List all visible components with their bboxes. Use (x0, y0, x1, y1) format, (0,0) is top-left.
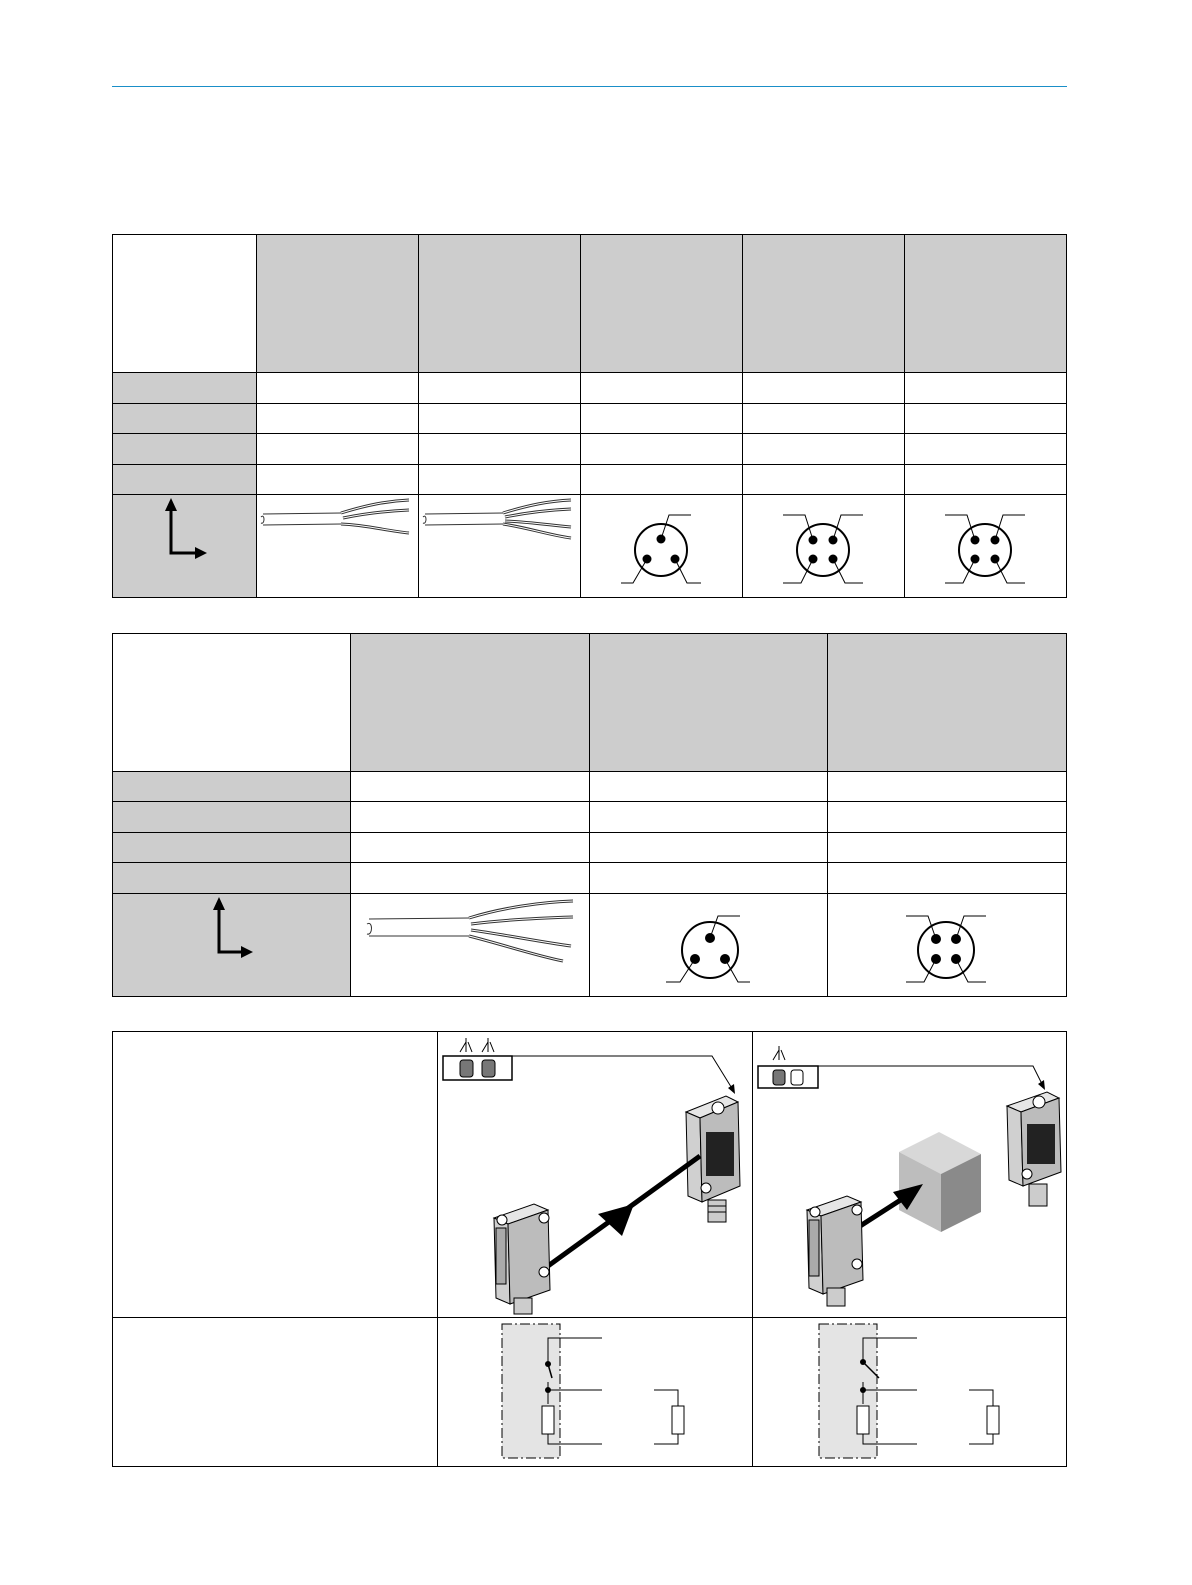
light-path-interrupted-illustration (753, 1032, 1066, 1316)
header-cell-3 (828, 634, 1066, 771)
switch-closed-cell (438, 1318, 753, 1466)
table-cell (905, 465, 1066, 494)
axis-icon (113, 894, 351, 996)
table-cell (828, 863, 1066, 893)
table-cell (581, 465, 743, 494)
cable-cell (351, 894, 590, 996)
table-cell (257, 465, 419, 494)
table-cell (351, 802, 590, 832)
table-cell (257, 373, 419, 403)
table-cell (590, 802, 828, 832)
table-cell (419, 465, 581, 494)
connector-4-pin-icon (743, 495, 905, 597)
row-label (113, 863, 351, 893)
table-cell (828, 802, 1066, 832)
table-row (113, 465, 1066, 495)
operation-table (112, 1031, 1067, 1467)
row-label (113, 434, 257, 464)
axis-icon (113, 495, 257, 597)
cable-3-wire-icon (257, 495, 419, 597)
light-path-free-illustration (438, 1032, 752, 1316)
header-cell-blank (113, 634, 351, 771)
row-label (113, 373, 257, 403)
switch-closed-schematic (438, 1318, 752, 1466)
table-row (113, 434, 1066, 465)
connection-table-1 (112, 234, 1067, 598)
switch-open-cell (753, 1318, 1066, 1466)
table-cell (743, 465, 905, 494)
table-cell (743, 404, 905, 433)
connector-cell (743, 495, 905, 597)
row-label (113, 772, 351, 801)
connector-4-pin-icon (905, 495, 1065, 597)
row-label (113, 1318, 438, 1466)
connector-cell (590, 894, 828, 996)
cable-cell (257, 495, 419, 597)
table-cell (257, 404, 419, 433)
schematic-row (113, 1318, 1066, 1466)
header-cell-2 (419, 235, 581, 372)
table-diagram-row (113, 894, 1066, 996)
illustration-row (113, 1032, 1066, 1318)
table-cell (905, 434, 1066, 464)
table-cell (581, 404, 743, 433)
header-rule (112, 86, 1067, 87)
table-header-row (113, 235, 1066, 373)
axis-cell (113, 495, 257, 597)
row-label (113, 1032, 438, 1317)
table-cell (419, 404, 581, 433)
row-label (113, 833, 351, 862)
cable-cell (419, 495, 581, 597)
connector-4-pin-icon (828, 894, 1066, 996)
table-diagram-row (113, 495, 1066, 597)
axis-cell (113, 894, 351, 996)
light-path-interrupted-cell (753, 1032, 1066, 1317)
table-cell (743, 373, 905, 403)
table-cell (581, 373, 743, 403)
row-label (113, 802, 351, 832)
table-row (113, 802, 1066, 833)
table-cell (351, 863, 590, 893)
header-cell-5 (905, 235, 1066, 372)
connector-cell (905, 495, 1066, 597)
table-cell (351, 772, 590, 801)
table-row (113, 404, 1066, 434)
cable-4-wire-icon (419, 495, 581, 597)
table-cell (590, 833, 828, 862)
table-cell (581, 434, 743, 464)
header-cell-1 (257, 235, 419, 372)
row-label (113, 465, 257, 494)
connector-3-pin-icon (581, 495, 743, 597)
header-cell-2 (590, 634, 828, 771)
table-cell (905, 373, 1066, 403)
table-cell (828, 833, 1066, 862)
light-path-free-cell (438, 1032, 753, 1317)
table-row (113, 863, 1066, 894)
table-row (113, 772, 1066, 802)
table-cell (743, 434, 905, 464)
table-cell (590, 863, 828, 893)
row-label (113, 404, 257, 433)
table-row (113, 833, 1066, 863)
connector-3-pin-icon (590, 894, 828, 996)
header-cell-4 (743, 235, 905, 372)
table-cell (828, 772, 1066, 801)
table-cell (419, 373, 581, 403)
table-cell (590, 772, 828, 801)
cable-4-wire-icon (351, 894, 590, 996)
switch-open-schematic (753, 1318, 1066, 1466)
table-cell (351, 833, 590, 862)
header-cell-3 (581, 235, 743, 372)
table-cell (905, 404, 1066, 433)
connector-cell (581, 495, 743, 597)
header-cell-blank (113, 235, 257, 372)
header-cell-1 (351, 634, 590, 771)
connector-cell (828, 894, 1066, 996)
table-cell (257, 434, 419, 464)
table-cell (419, 434, 581, 464)
table-row (113, 373, 1066, 404)
table-header-row (113, 634, 1066, 772)
connection-table-2 (112, 633, 1067, 997)
